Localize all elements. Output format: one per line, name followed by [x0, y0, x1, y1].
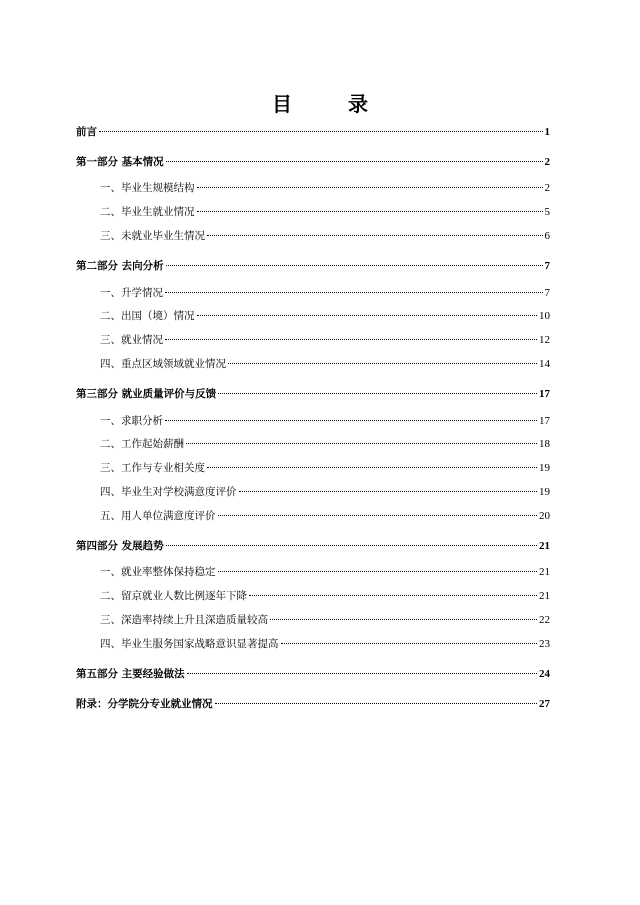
- toc-entry-part-3[interactable]: [76, 387, 550, 401]
- toc-entry-label: 二、出国（境）情况: [100, 310, 195, 322]
- toc-page-number: 19: [539, 462, 550, 474]
- toc-page-number: 14: [539, 358, 550, 370]
- toc-entry-section[interactable]: [76, 589, 550, 603]
- toc-entry-label: 一、毕业生规模结构: [100, 182, 195, 194]
- toc-entry-label: 附录：分学院分专业就业情况: [76, 698, 213, 710]
- toc-entry-label: 第五部分 主要经验做法: [76, 668, 185, 680]
- toc-page-number: 7: [544, 287, 550, 299]
- toc-leader-dots: [207, 235, 543, 236]
- toc-page-number: 17: [539, 388, 550, 400]
- toc-entry-label: 三、深造率持续上升且深造质量较高: [100, 614, 268, 626]
- toc-page-number: 22: [539, 614, 550, 626]
- toc-entry-section[interactable]: [76, 205, 550, 219]
- toc-entry-section[interactable]: [76, 286, 550, 300]
- toc-entry-section[interactable]: [76, 229, 550, 243]
- toc-leader-dots: [218, 393, 537, 394]
- toc-leader-dots: [166, 161, 543, 162]
- toc-leader-dots: [215, 703, 538, 704]
- toc-page-number: 21: [539, 590, 550, 602]
- toc-page-number: 10: [539, 310, 550, 322]
- toc-leader-dots: [270, 619, 537, 620]
- toc-entry-section[interactable]: [76, 309, 550, 323]
- toc-entry-section[interactable]: [76, 565, 550, 579]
- toc-page-number: 6: [544, 230, 550, 242]
- toc-entry-label: 五、用人单位满意度评价: [100, 510, 216, 522]
- toc-entry-section[interactable]: [76, 509, 550, 523]
- toc-entry-label: 第四部分 发展趋势: [76, 540, 164, 552]
- toc-entry-label: 一、升学情况: [100, 287, 163, 299]
- toc-leader-dots: [239, 491, 538, 492]
- toc-entry-section[interactable]: [76, 181, 550, 195]
- toc-entry-appendix[interactable]: [76, 697, 550, 711]
- toc-entry-part-1[interactable]: [76, 155, 550, 169]
- toc-entry-label: 二、留京就业人数比例逐年下降: [100, 590, 247, 602]
- toc-leader-dots: [218, 515, 538, 516]
- toc-entry-section[interactable]: [76, 437, 550, 451]
- toc-leader-dots: [166, 265, 543, 266]
- toc-entry-label: 四、毕业生对学校满意度评价: [100, 486, 237, 498]
- toc-leader-dots: [165, 339, 537, 340]
- toc-leader-dots: [281, 643, 538, 644]
- toc-entry-part-2[interactable]: [76, 259, 550, 273]
- toc-leader-dots: [187, 673, 537, 674]
- toc-entry-section[interactable]: [76, 414, 550, 428]
- toc-entry-label: 第二部分 去向分析: [76, 260, 164, 272]
- toc-page-number: 12: [539, 334, 550, 346]
- toc-entry-label: 一、就业率整体保持稳定: [100, 566, 216, 578]
- toc-leader-dots: [186, 443, 537, 444]
- toc-entry-label: 三、工作与专业相关度: [100, 462, 205, 474]
- toc-page-number: 19: [539, 486, 550, 498]
- toc-entry-label: 三、未就业毕业生情况: [100, 230, 205, 242]
- toc-entry-section[interactable]: [76, 613, 550, 627]
- toc-page-number: 7: [544, 260, 550, 272]
- toc-leader-dots: [218, 571, 538, 572]
- toc-entry-label: 二、工作起始薪酬: [100, 438, 184, 450]
- toc-page-number: 5: [544, 206, 550, 218]
- toc-leader-dots: [165, 420, 537, 421]
- toc-entry-part-4[interactable]: [76, 539, 550, 553]
- toc-entry-label: 一、求职分析: [100, 415, 163, 427]
- toc-leader-dots: [165, 292, 543, 293]
- toc-leader-dots: [197, 187, 543, 188]
- toc-leader-dots: [207, 467, 537, 468]
- toc-entry-section[interactable]: [76, 357, 550, 371]
- toc-leader-dots: [197, 211, 543, 212]
- toc-entry-part-5[interactable]: [76, 667, 550, 681]
- toc-leader-dots: [197, 315, 538, 316]
- toc-entry-section[interactable]: [76, 485, 550, 499]
- toc-entry-section[interactable]: [76, 333, 550, 347]
- toc-page-number: 2: [544, 156, 550, 168]
- toc-page-number: 21: [539, 566, 550, 578]
- toc-page-number: 1: [544, 126, 550, 138]
- toc-entry-preface[interactable]: [76, 125, 550, 139]
- toc-page-number: 24: [539, 668, 550, 680]
- toc-entry-section[interactable]: [76, 461, 550, 475]
- page-title: 目 录: [272, 92, 386, 116]
- toc-page-number: 17: [539, 415, 550, 427]
- toc-leader-dots: [99, 131, 543, 132]
- toc-page-number: 21: [539, 540, 550, 552]
- toc-page-number: 27: [539, 698, 550, 710]
- toc-entry-section[interactable]: [76, 637, 550, 651]
- toc-page-number: 23: [539, 638, 550, 650]
- toc-entry-label: 前言: [76, 126, 97, 138]
- toc-entry-label: 三、就业情况: [100, 334, 163, 346]
- toc-leader-dots: [166, 545, 537, 546]
- toc-entry-label: 四、毕业生服务国家战略意识显著提高: [100, 638, 279, 650]
- toc-leader-dots: [228, 363, 537, 364]
- toc-entry-label: 四、重点区域领域就业情况: [100, 358, 226, 370]
- toc-page-number: 20: [539, 510, 550, 522]
- toc-entry-label: 第一部分 基本情况: [76, 156, 164, 168]
- toc-entry-label: 二、毕业生就业情况: [100, 206, 195, 218]
- toc-page-number: 2: [544, 182, 550, 194]
- toc-leader-dots: [249, 595, 537, 596]
- toc-page-number: 18: [539, 438, 550, 450]
- toc-entry-label: 第三部分 就业质量评价与反馈: [76, 388, 217, 400]
